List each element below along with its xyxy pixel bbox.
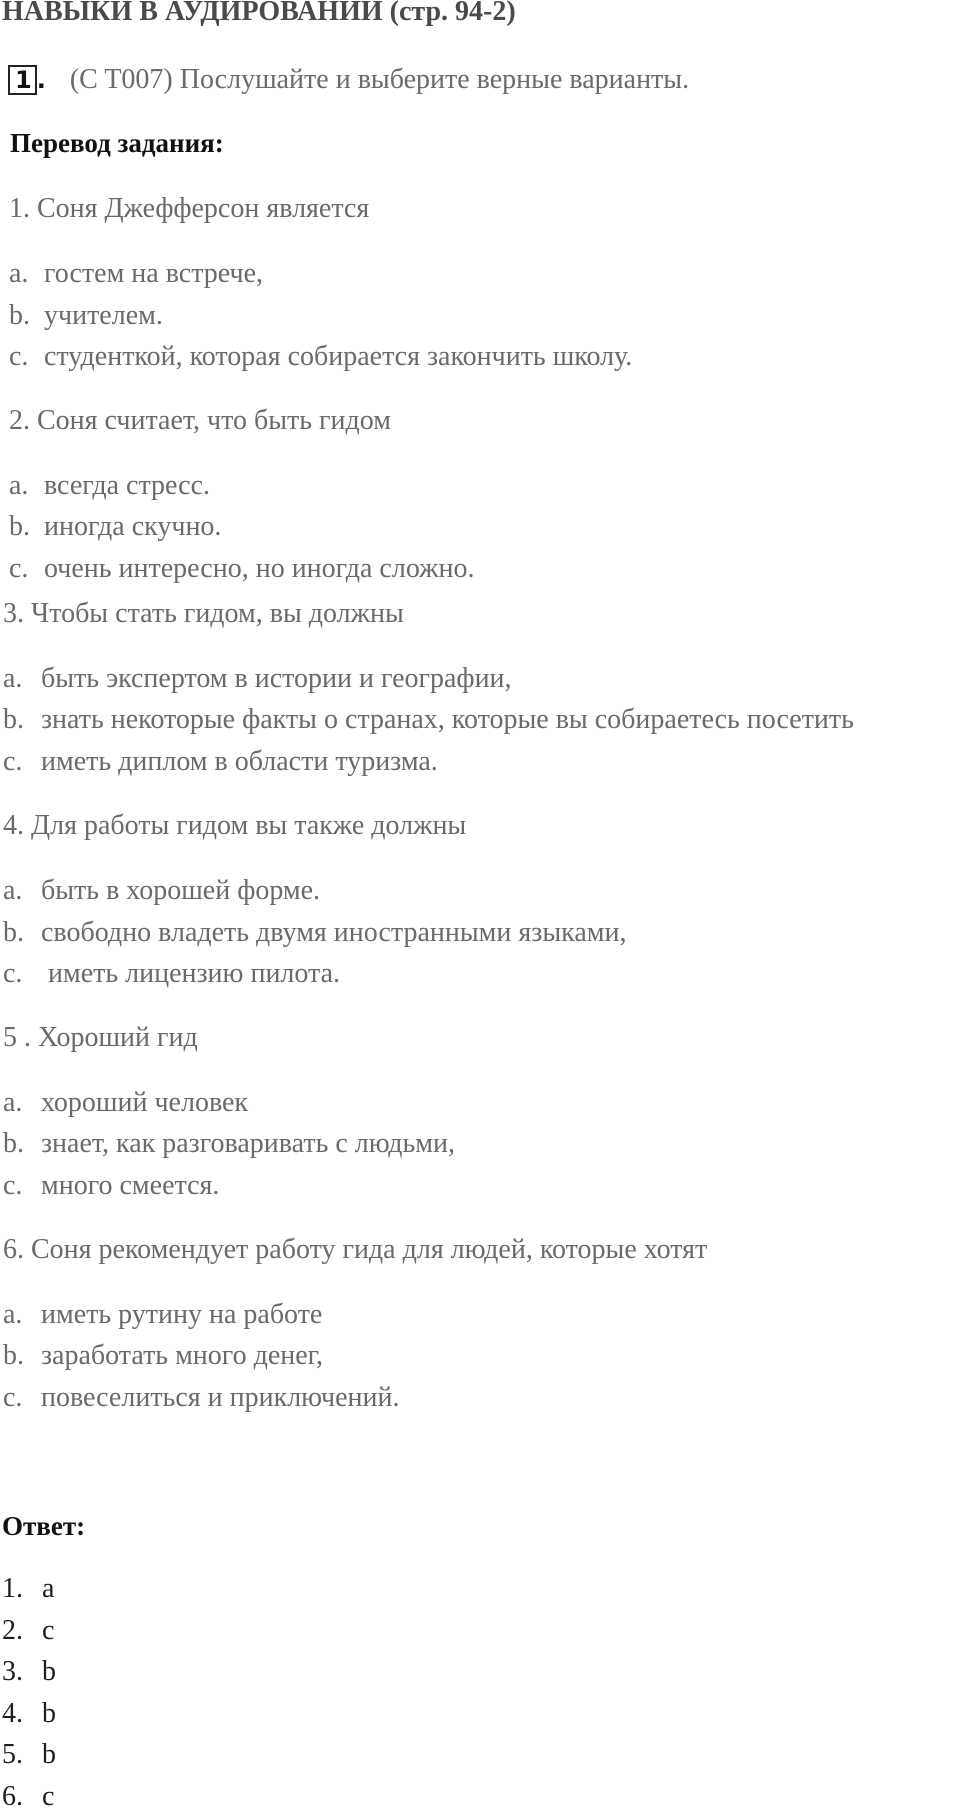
option-letter: c.	[9, 553, 29, 584]
question-option	[9, 341, 632, 373]
question-option	[3, 875, 320, 907]
option-text: повеселиться и приключений.	[41, 1382, 400, 1413]
option-letter: a.	[3, 1087, 23, 1118]
question-option	[3, 958, 340, 990]
question-option	[3, 1340, 323, 1372]
answer-item	[2, 1781, 54, 1813]
question-text: 6. Соня рекомендует работу гида для людей, которые хотят	[3, 1234, 708, 1265]
exercise-number-dot: .	[36, 66, 46, 94]
option-text: иногда скучно.	[44, 511, 222, 542]
question-option	[3, 704, 854, 736]
answer-number: 3.	[2, 1656, 23, 1687]
option-text: хороший человек	[41, 1087, 249, 1118]
option-text: много смеется.	[41, 1170, 220, 1201]
option-letter: a.	[9, 470, 29, 501]
option-letter: a.	[3, 1299, 23, 1330]
option-text: иметь рутину на работе	[41, 1299, 323, 1330]
question-option	[9, 300, 163, 332]
option-text: иметь лицензию пилота.	[41, 958, 341, 989]
answer-item	[2, 1739, 56, 1771]
option-text: свободно владеть двумя иностранными языками,	[41, 917, 627, 948]
option-text: быть экспертом в истории и географии,	[41, 663, 512, 694]
answer-number: 4.	[2, 1698, 23, 1729]
option-letter: a.	[3, 663, 23, 694]
option-text: знает, как разговаривать с людьми,	[41, 1128, 455, 1159]
option-letter: a.	[3, 875, 23, 906]
exercise-instruction: (C T007) Послушайте и выберите верные варианты.	[69, 64, 690, 95]
option-letter: b.	[3, 1340, 24, 1371]
option-text: заработать много денег,	[41, 1340, 323, 1371]
answer-number: 6.	[2, 1781, 23, 1812]
question-option	[3, 1382, 399, 1414]
answer-value: c	[42, 1781, 55, 1812]
page-title: НАВЫКИ В АУДИРОВАНИИ (стр. 94-2)	[2, 0, 516, 27]
answer-value: b	[42, 1656, 56, 1687]
option-text: гостем на встрече,	[44, 258, 264, 289]
option-letter: c.	[9, 341, 29, 372]
option-text: иметь диплом в области туризма.	[41, 746, 438, 777]
answer-number: 2.	[2, 1615, 23, 1646]
question-text: 3. Чтобы стать гидом, вы должны	[3, 598, 404, 629]
option-text: очень интересно, но иногда сложно.	[44, 553, 475, 584]
answer-value: b	[42, 1739, 56, 1770]
answer-item	[2, 1573, 54, 1605]
option-letter: b.	[3, 1128, 24, 1159]
answer-value: b	[42, 1698, 56, 1729]
answer-heading: Ответ:	[2, 1511, 86, 1541]
question-option	[9, 470, 210, 502]
question-option	[3, 746, 438, 778]
option-letter: c.	[3, 746, 23, 777]
option-letter: b.	[3, 917, 24, 948]
answer-number: 1.	[2, 1573, 23, 1604]
exercise-instruction-line	[8, 64, 689, 96]
question-option	[9, 511, 221, 543]
question-option	[9, 553, 474, 585]
answer-value: a	[42, 1573, 55, 1604]
option-letter: c.	[3, 1382, 23, 1413]
option-text: быть в хорошей форме.	[41, 875, 321, 906]
option-letter: b.	[9, 300, 30, 331]
answer-item	[2, 1698, 56, 1730]
question-option	[3, 1087, 248, 1119]
answer-number: 5.	[2, 1739, 23, 1770]
question-option	[3, 1299, 322, 1331]
option-letter: a.	[9, 258, 29, 289]
question-option	[3, 1128, 455, 1160]
question-text: 5 . Хороший гид	[3, 1022, 198, 1053]
option-text: всегда стресс.	[44, 470, 211, 501]
question-option	[9, 258, 263, 290]
option-text: студенткой, которая собирается закончить школу.	[44, 341, 633, 372]
question-option	[3, 917, 626, 949]
question-text: 1. Соня Джефферсон является	[9, 193, 370, 224]
answer-item	[2, 1656, 56, 1688]
option-text: учителем.	[44, 300, 163, 331]
translation-heading: Перевод задания:	[10, 128, 224, 158]
question-option	[3, 663, 512, 695]
answer-item	[2, 1615, 54, 1647]
answer-value: c	[42, 1615, 55, 1646]
option-letter: b.	[3, 704, 24, 735]
question-text: 2. Соня считает, что быть гидом	[9, 405, 391, 436]
question-text: 4. Для работы гидом вы также должны	[3, 810, 467, 841]
option-letter: c.	[3, 1170, 23, 1201]
option-letter: b.	[9, 511, 30, 542]
question-option	[3, 1170, 219, 1202]
exercise-number-box: 1	[8, 65, 37, 95]
option-text: знать некоторые факты о странах, которые вы собираетесь посетить	[41, 704, 854, 735]
option-letter: c.	[3, 958, 23, 989]
